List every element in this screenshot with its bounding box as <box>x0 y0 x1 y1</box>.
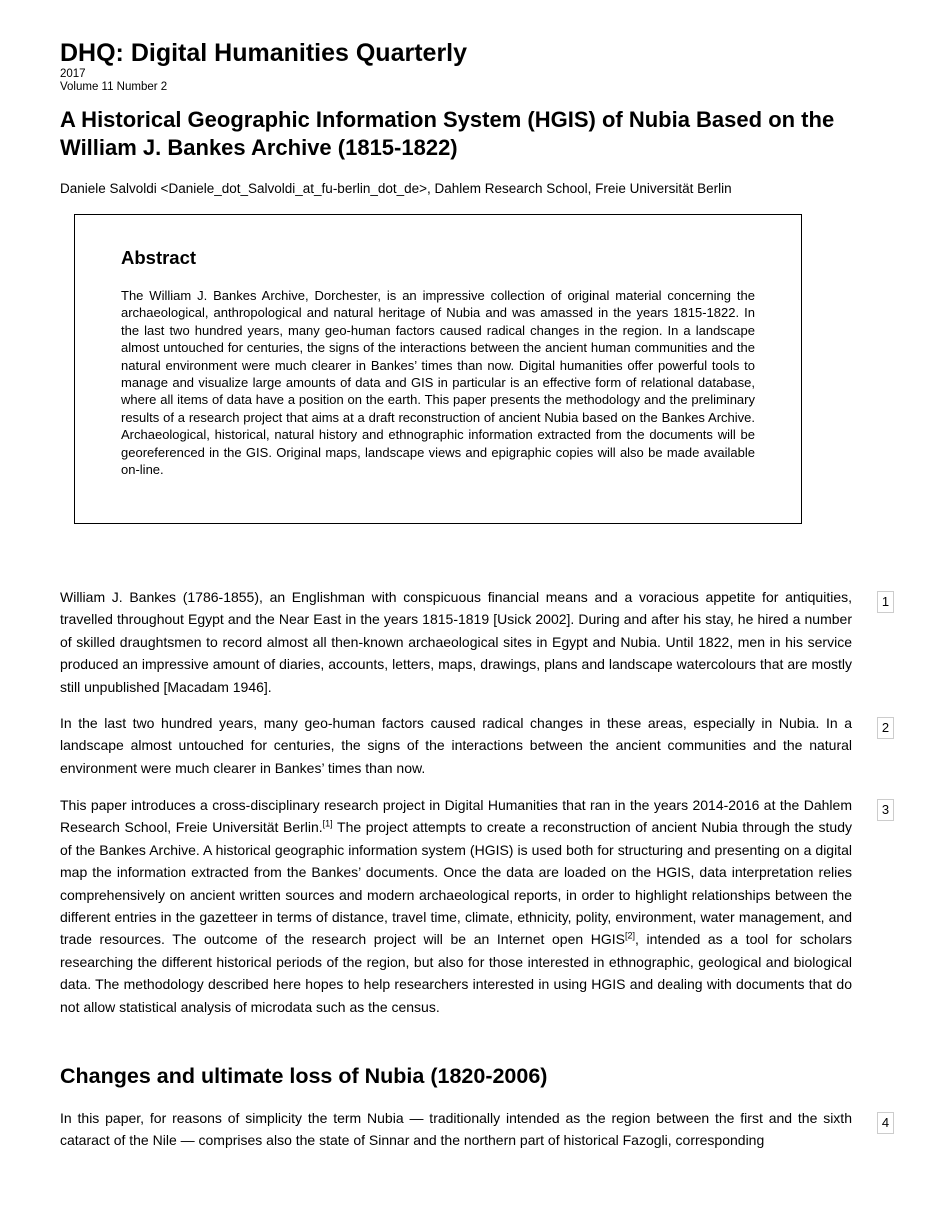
paragraph-1: William J. Bankes (1786-1855), an Englishman with conspicuous financial means and a voracious appetite for antiquities, travelled throughout Egypt and the Near East in the years 1815-1819 [Usick 2002]. During and after his stay, he hired a number of skilled draughtsmen to record almost all then-known archaeological sites in Egypt and Nubia. Until 1822, men in his service produced an impressive amount of diaries, accounts, letters, maps, drawings, plans and landscape watercolours that are mostly still unpublished [Macadam 1946]. <box>60 589 852 695</box>
p3-text-b: The project attempts to create a reconstruction of ancient Nubia through the study of the Bankes Archive. A historical geographic information system (HGIS) is used both for structuring and presenting on a digital map the information extracted from the Bankes’ documents. Once the data are loaded on the HGIS, data interpretation relies comprehensively on ancient written sources and modern archaeological reports, in order to highlight relationships between the different entries in the gazetteer in terms of distance, travel time, climate, ethnicity, polity, environment, water management, and trade resources. The outcome of the research project will be an Internet open HGIS <box>60 819 852 948</box>
paragraph-number-1[interactable]: 1 <box>877 591 894 613</box>
paragraph-3 <box>60 794 852 1018</box>
journal-title[interactable]: DHQ: Digital Humanities Quarterly <box>60 39 468 67</box>
journal-year[interactable]: 2017 <box>60 68 86 80</box>
header <box>60 38 892 196</box>
footnote-link-1[interactable]: [1] <box>322 818 333 829</box>
p3-text-a: This paper introduces a cross-disciplinary research project in Digital Humanities that ran in the years 2014-2016 at the Dahlem Research School, Freie Universität Berlin. <box>60 797 852 836</box>
journal-volume[interactable]: Volume 11 Number 2 <box>60 81 168 93</box>
section-heading: Changes and ultimate loss of Nubia (1820-2006) <box>60 1064 548 1088</box>
footnote-link-2[interactable]: [2] <box>625 930 636 941</box>
abstract-box <box>74 214 802 524</box>
article-title: A Historical Geographic Information System (HGIS) of Nubia Based on the William J. Bankes Archive (1815-1822) <box>60 107 835 160</box>
author-line: Daniele Salvoldi <Daniele_dot_Salvoldi_at_fu-berlin_dot_de>, Dahlem Research School, Freie Universität Berlin <box>60 181 732 196</box>
paragraph-number-3[interactable]: 3 <box>877 799 894 821</box>
paragraph-2: In the last two hundred years, many geo-human factors caused radical changes in these areas, especially in Nubia. In a landscape almost untouched for centuries, the signs of the interactions between the ancient communities and the natural environment were much clearer in Bankes’ times than now. <box>60 715 852 776</box>
p3-text-c: , intended as a tool for scholars researching the different historical periods of the region, but also for those interested in ethnographic, geological and biological data. The methodology described here hopes to help researchers interested in using HGIS and dealing with documents that do not allow statistical analysis of microdata such as the census. <box>60 931 852 1015</box>
paragraph-4: In this paper, for reasons of simplicity the term Nubia — traditionally intended as the region between the first and the sixth cataract of the Nile — comprises also the state of Sinnar and the northern part of historical Fazogli, corresponding <box>60 1110 852 1149</box>
abstract-text: The William J. Bankes Archive, Dorchester, is an impressive collection of original material concerning the archaeological, anthropological and natural heritage of Nubia and was amassed in the years 1815-1822. In the last two hundred years, many geo-human factors caused radical changes in the region. In a landscape almost untouched for centuries, the signs of the interactions between the ancient human communities and the natural environment were much clearer in Bankes’ times than now. Digital humanities offer powerful tools to manage and visualize large amounts of data and GIS in particular is an effective form of relational database, where all items of data have a position on the earth. This paper presents the methodology and the preliminary results of a research project that aims at a draft reconstruction of ancient Nubia based on the Bankes Archive. Archaeological, historical, natural history and ethnographic information extracted from the documents will be georeferenced in the GIS. Original maps, landscape views and epigraphic copies will also be made available on-line. <box>121 288 755 478</box>
paragraph-number-2[interactable]: 2 <box>877 717 894 739</box>
abstract-heading: Abstract <box>121 247 197 268</box>
paragraph-number-4[interactable]: 4 <box>877 1112 894 1134</box>
